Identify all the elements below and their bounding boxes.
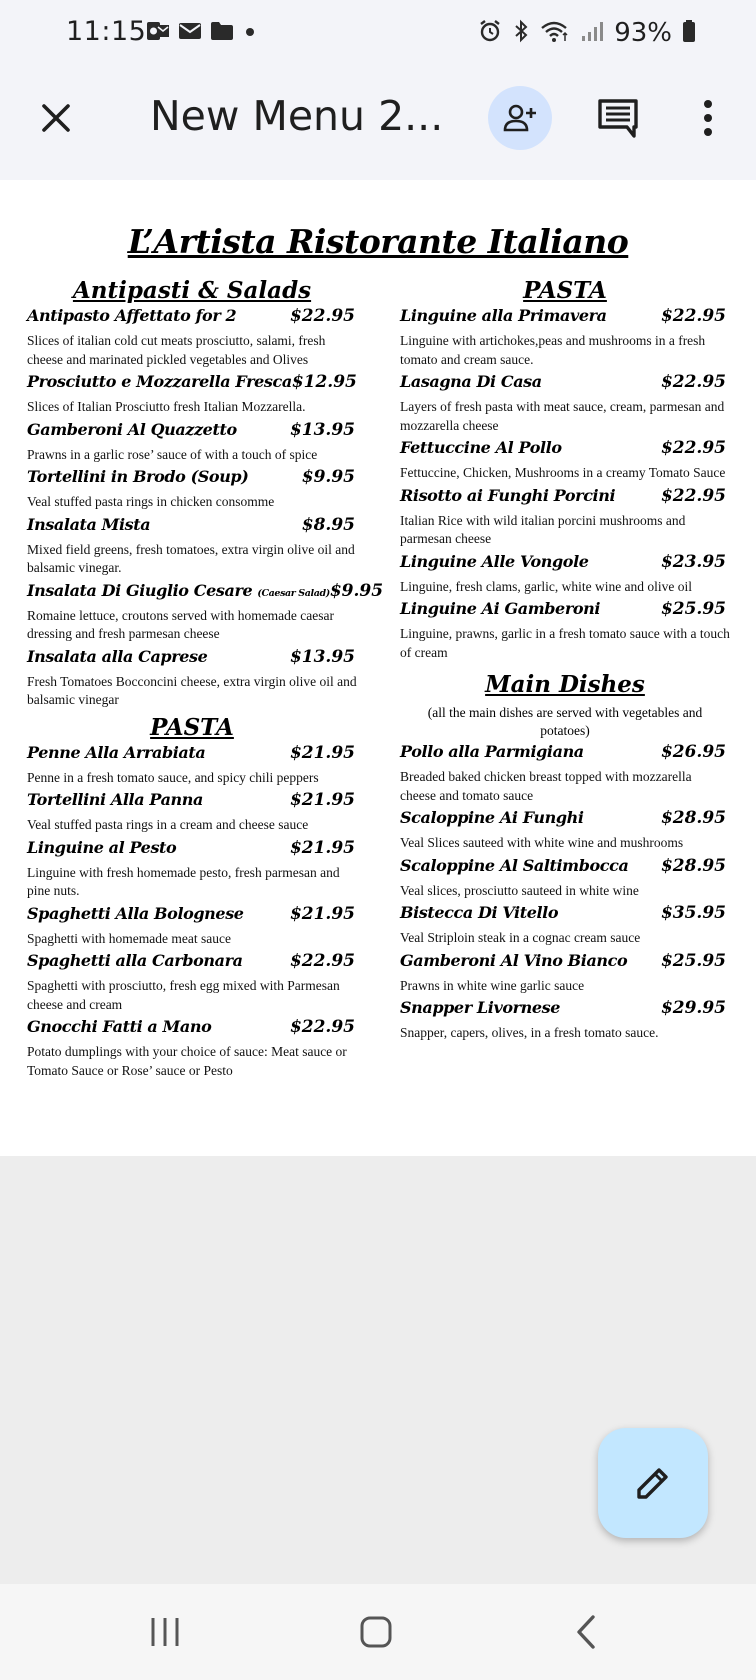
item-description: Breaded baked chicken breast topped with mozzarella cheese and tomato sauce [400, 769, 692, 803]
item-name: Risotto ai Funghi Porcini [400, 485, 616, 505]
item-price: $25.95 [660, 599, 726, 619]
menu-item [400, 372, 730, 435]
close-icon [40, 102, 72, 134]
menu-item [400, 599, 730, 662]
item-name: Scaloppine Al Saltimbocca [400, 855, 629, 875]
item-price: $21.95 [289, 837, 355, 858]
recent-apps-icon [148, 1616, 182, 1648]
comments-button[interactable] [590, 90, 646, 146]
battery-icon [682, 19, 696, 48]
item-description: Prawns in white wine garlic sauce [400, 977, 585, 993]
item-description: Slices of italian cold cut meats prosciutto, salami, fresh cheese and marinated pickled vegetables and Olives [27, 333, 326, 367]
item-price: $9.95 [329, 580, 384, 601]
item-price: $28.95 [660, 855, 726, 876]
item-price: $25.95 [660, 950, 726, 971]
recent-apps-button[interactable] [135, 1612, 195, 1652]
item-price: $21.95 [289, 903, 355, 924]
item-name: Penne Alla Arrabiata [27, 742, 206, 762]
item-description: Linguine with artichokes,peas and mushrooms in a fresh tomato and cream sauce. [400, 333, 706, 367]
outlook-icon [146, 20, 170, 47]
item-name: Fettuccine Al Pollo [400, 438, 562, 457]
wifi-icon [540, 19, 570, 48]
item-description: Linguine with fresh homemade pesto, fresh parmesan and pine nuts. [27, 864, 340, 898]
edit-pencil-icon [633, 1463, 673, 1503]
signal-icon [580, 19, 604, 48]
folder-icon [210, 21, 234, 46]
section-heading: Main Dishes [485, 671, 645, 698]
menu-item [27, 515, 357, 578]
item-name-note: (Caesar Salad) [257, 587, 330, 599]
item-price: $8.95 [301, 514, 355, 535]
item-name: Spaghetti alla Carbonara [27, 951, 243, 970]
menu-item [400, 438, 730, 483]
bluetooth-icon [512, 19, 530, 48]
item-name: Pollo alla Parmigiana [400, 742, 584, 761]
menu-item [400, 742, 730, 805]
app-bar [0, 68, 756, 180]
close-button[interactable] [30, 92, 82, 144]
item-price: $21.95 [289, 790, 355, 810]
item-description: Veal Striploin steak in a cognac cream sauce [400, 930, 641, 945]
section-heading: Antipasti & Salads [72, 277, 312, 304]
menu-item [27, 420, 357, 465]
status-bar [0, 0, 756, 68]
mail-icon [178, 21, 202, 46]
item-description: Layers of fresh pasta with meat sauce, cream, parmesan and mozzarella cheese [400, 399, 725, 433]
add-person-icon [503, 103, 537, 133]
item-description: Veal stuffed pasta rings in chicken consomme [27, 494, 275, 509]
menu-item [27, 790, 357, 835]
comment-icon [597, 98, 639, 138]
item-price: $29.95 [660, 998, 726, 1018]
menu-item [27, 838, 357, 901]
item-description: Slices of Italian Prosciutto fresh Italian Mozzarella. [27, 399, 306, 414]
menu-item [27, 467, 357, 512]
system-navigation-bar [0, 1584, 756, 1680]
item-description: Spaghetti with prosciutto, fresh egg mixed with Parmesan cheese and cream [27, 978, 340, 1012]
more-options-button[interactable] [690, 90, 726, 146]
menu-item [400, 552, 730, 597]
menu-item [400, 486, 730, 549]
item-name: Lasagna Di Casa [400, 372, 542, 391]
menu-item [400, 856, 730, 901]
item-price: $22.95 [289, 1017, 355, 1037]
menu-item [27, 647, 357, 710]
item-name: Gamberoni Al Quazzetto [27, 419, 237, 439]
item-description: Potato dumplings with your choice of sauce: Meat sauce or Tomato Sauce or Rose’ sauce or Pesto [27, 1044, 347, 1078]
item-price: $13.95 [289, 419, 355, 440]
item-price: $22.95 [660, 372, 726, 392]
item-price: $12.95 [291, 372, 357, 392]
menu-item [27, 1017, 357, 1080]
item-description: Linguine, fresh clams, garlic, white wine and olive oil [400, 578, 693, 594]
left-column [27, 276, 384, 1083]
item-description: Prawns in a garlic rose’ sauce of with a touch of spice [27, 446, 318, 462]
status-time: 11:15 [66, 16, 147, 47]
item-description: Veal Slices sauteed with white wine and mushrooms [400, 835, 684, 850]
item-name: Linguine Ai Gamberoni [400, 599, 601, 618]
item-price: $22.95 [660, 306, 726, 326]
item-description: Italian Rice with wild italian porcini mushrooms and parmesan cheese [400, 512, 686, 546]
item-description: Romaine lettuce, croutons served with homemade caesar dressing and fresh parmesan cheese [27, 607, 335, 641]
item-name: Linguine Alle Vongole [400, 551, 589, 571]
item-name-text: Insalata Di Giuglio Cesare [27, 580, 253, 600]
item-price: $23.95 [660, 551, 726, 572]
document-page[interactable] [0, 180, 756, 1156]
item-price: $22.95 [289, 306, 355, 326]
menu-item [27, 951, 357, 1014]
menu-item [400, 903, 730, 948]
home-icon [359, 1615, 393, 1649]
notification-icons [146, 20, 258, 47]
item-name: Tortellini in Brodo (Soup) [27, 467, 249, 486]
item-description: Mixed field greens, fresh tomatoes, extra virgin olive oil and balsamic vinegar. [27, 541, 355, 575]
menu-title: L’Artista Ristorante Italiano [127, 222, 629, 261]
item-description: Fresh Tomatoes Bocconcini cheese, extra virgin olive oil and balsamic vinegar [27, 673, 357, 707]
menu-item [400, 306, 730, 369]
right-column [400, 276, 730, 1046]
item-name: Scaloppine Ai Funghi [400, 808, 584, 827]
back-button[interactable] [556, 1612, 616, 1652]
menu-item [27, 306, 357, 369]
system-icons [478, 18, 696, 48]
section-note: (all the main dishes are served with vegetables and potatoes) [427, 705, 703, 738]
item-description: Linguine, prawns, garlic in a fresh tomato sauce with a touch of cream [400, 626, 730, 660]
item-name: Tortellini Alla Panna [27, 790, 203, 809]
item-price: $22.95 [660, 485, 726, 506]
item-name [27, 581, 330, 600]
item-price: $9.95 [301, 467, 355, 487]
item-price: $35.95 [660, 903, 726, 923]
battery-percent: 93% [614, 18, 672, 48]
item-name: Gamberoni Al Vino Bianco [400, 950, 628, 970]
section-heading: PASTA [150, 713, 234, 741]
item-description: Snapper, capers, olives, in a fresh tomato sauce. [400, 1025, 659, 1040]
dot-icon [242, 23, 258, 44]
back-icon [574, 1614, 598, 1650]
item-price: $28.95 [660, 808, 726, 828]
item-name: Gnocchi Fatti a Mano [27, 1017, 212, 1036]
item-description: Spaghetti with homemade meat sauce [27, 930, 231, 946]
more-vert-icon [703, 100, 713, 136]
item-name: Antipasto Affettato for 2 [27, 306, 237, 325]
edit-fab-button[interactable] [598, 1428, 708, 1538]
item-description: Penne in a fresh tomato sauce, and spicy chili peppers [27, 769, 319, 785]
document-title: New Menu 2... [150, 92, 444, 140]
item-name: Spaghetti Alla Bolognese [27, 903, 244, 923]
item-name: Linguine alla Primavera [400, 306, 607, 325]
item-price: $21.95 [289, 742, 355, 763]
item-name: Insalata alla Caprese [27, 646, 208, 666]
item-name: Linguine al Pesto [27, 837, 177, 857]
section-heading: PASTA [523, 277, 607, 304]
item-name: Prosciutto e Mozzarella Fresca [27, 372, 292, 391]
item-description: Fettuccine, Chicken, Mushrooms in a creamy Tomato Sauce [400, 465, 726, 480]
item-price: $13.95 [289, 646, 355, 667]
menu-item [27, 743, 357, 788]
item-name: Snapper Livornese [400, 998, 561, 1017]
menu-item [400, 808, 730, 853]
item-price: $22.95 [289, 951, 355, 971]
item-name: Insalata Mista [27, 514, 151, 534]
share-button[interactable] [488, 86, 552, 150]
menu-item [27, 580, 384, 644]
home-button[interactable] [346, 1612, 406, 1652]
menu-item [27, 904, 357, 949]
alarm-icon [478, 19, 502, 48]
menu-item [27, 372, 357, 417]
item-name: Bistecca Di Vitello [400, 903, 559, 922]
item-description: Veal stuffed pasta rings in a cream and cheese sauce [27, 817, 309, 832]
item-price: $22.95 [660, 438, 726, 458]
menu-item [400, 951, 730, 996]
menu-item [400, 998, 730, 1043]
item-description: Veal slices, prosciutto sauteed in white wine [400, 882, 639, 898]
item-price: $26.95 [660, 742, 726, 762]
